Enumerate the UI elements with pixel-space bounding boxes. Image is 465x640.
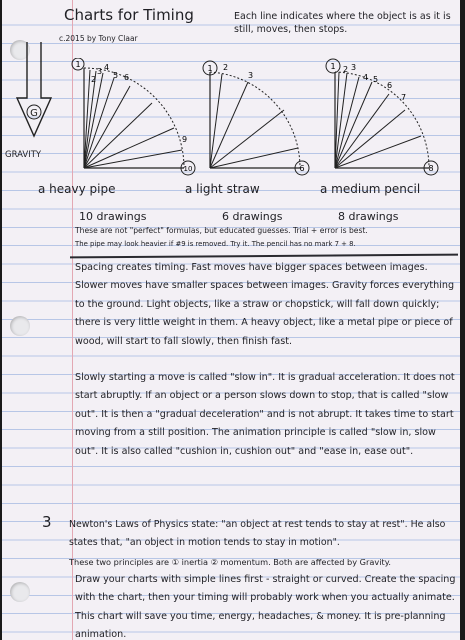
gravity-label: GRAVITY (5, 150, 42, 160)
gravity-arrow-icon (14, 40, 54, 152)
tick-number: 5 (113, 71, 119, 80)
header-note: Each line indicates where the object is as it is still, moves, then stops. (234, 11, 451, 35)
drawing-count-heavy-pipe: 10 drawings (79, 210, 147, 223)
formula-note: These are not "perfect" formulas, but educated guesses. Trial + error is best. (75, 226, 368, 235)
start-marker: 1 (75, 60, 81, 69)
timing-chart-light-straw (192, 58, 317, 178)
page-title: Charts for Timing (64, 6, 194, 24)
tick-number: 3 (97, 67, 103, 76)
end-marker: 6 (299, 164, 305, 173)
tick-number: 3 (248, 71, 254, 80)
chart-label-medium-pencil: a medium pencil (320, 182, 421, 196)
chart-label-heavy-pipe: a heavy pipe (38, 182, 116, 196)
tick-number: 5 (373, 75, 379, 84)
tick-number: 2 (343, 65, 349, 74)
start-marker: 1 (330, 62, 336, 71)
drawing-count-medium-pencil: 8 drawings (338, 210, 399, 223)
chart-label-light-straw: a light straw (185, 182, 260, 196)
newton-principles-text: These two principles are ① inertia ② momentum. Both are affected by Gravity. (69, 556, 391, 567)
tick-number: 7 (401, 93, 407, 102)
tick-number: 4 (104, 63, 110, 72)
binder-hole (10, 316, 30, 336)
newton-paragraph (69, 516, 457, 572)
start-marker: 1 (207, 64, 213, 73)
tick-number: 2 (91, 75, 97, 84)
tick-number: 6 (124, 73, 130, 82)
tick-number: 6 (387, 81, 393, 90)
tick-number: 3 (351, 63, 357, 72)
end-marker: 10 (183, 165, 193, 173)
timing-chart-heavy-pipe (64, 58, 204, 178)
timing-chart-medium-pencil (317, 58, 447, 178)
tick-number: 2 (223, 63, 229, 72)
gravity-arrow-letter: G (30, 108, 38, 119)
draw-charts-paragraph: Draw your charts with simple lines first - straight or curved. Create the spacing with the chart, then your timing will probably work when you actually animate. This chart will save you time, energy, headaches, & money. It is pre-planning animation. (75, 574, 456, 640)
notebook-page (2, 0, 460, 640)
tick-number: 9 (182, 135, 188, 144)
binder-hole (10, 582, 30, 602)
slow-in-paragraph: Slowly starting a move is called "slow in". It is gradual acceleration. It does not start abruptly. If an object or a person slows down to stop, that is called "slow out". It is then a "gradual deceleration" and is not abrupt. It takes time to start moving from a still position. The animation principle is called "slow in, slow out". It is also called "cushion in, cushion out" and "ease in, ease out". (75, 372, 455, 457)
pipe-note: The pipe may look heavier if #9 is removed. Try it. The pencil has no mark 7 + 8. (75, 240, 356, 248)
section-divider (70, 254, 458, 258)
end-marker: 8 (428, 164, 434, 173)
tick-number: 4 (363, 73, 369, 82)
spacing-paragraph: Spacing creates timing. Fast moves have bigger spaces between images. Slower moves have smaller spaces between images. Gravity forces everything to the ground. Light objects, like a straw or chopstick, will fall down quickly; there is very little weight in them. A heavy object, like a metal pipe or piece of wood, will start to fall slowly, then finish fast. (75, 262, 455, 347)
item-number: 3 (42, 513, 52, 531)
credit-line: c.2015 by Tony Claar (59, 34, 138, 43)
drawing-count-light-straw: 6 drawings (222, 210, 283, 223)
newton-main-text: Newton's Laws of Physics state: "an object at rest tends to stay at rest". He also states that, "an object in motion tends to stay in motion". (69, 519, 446, 549)
